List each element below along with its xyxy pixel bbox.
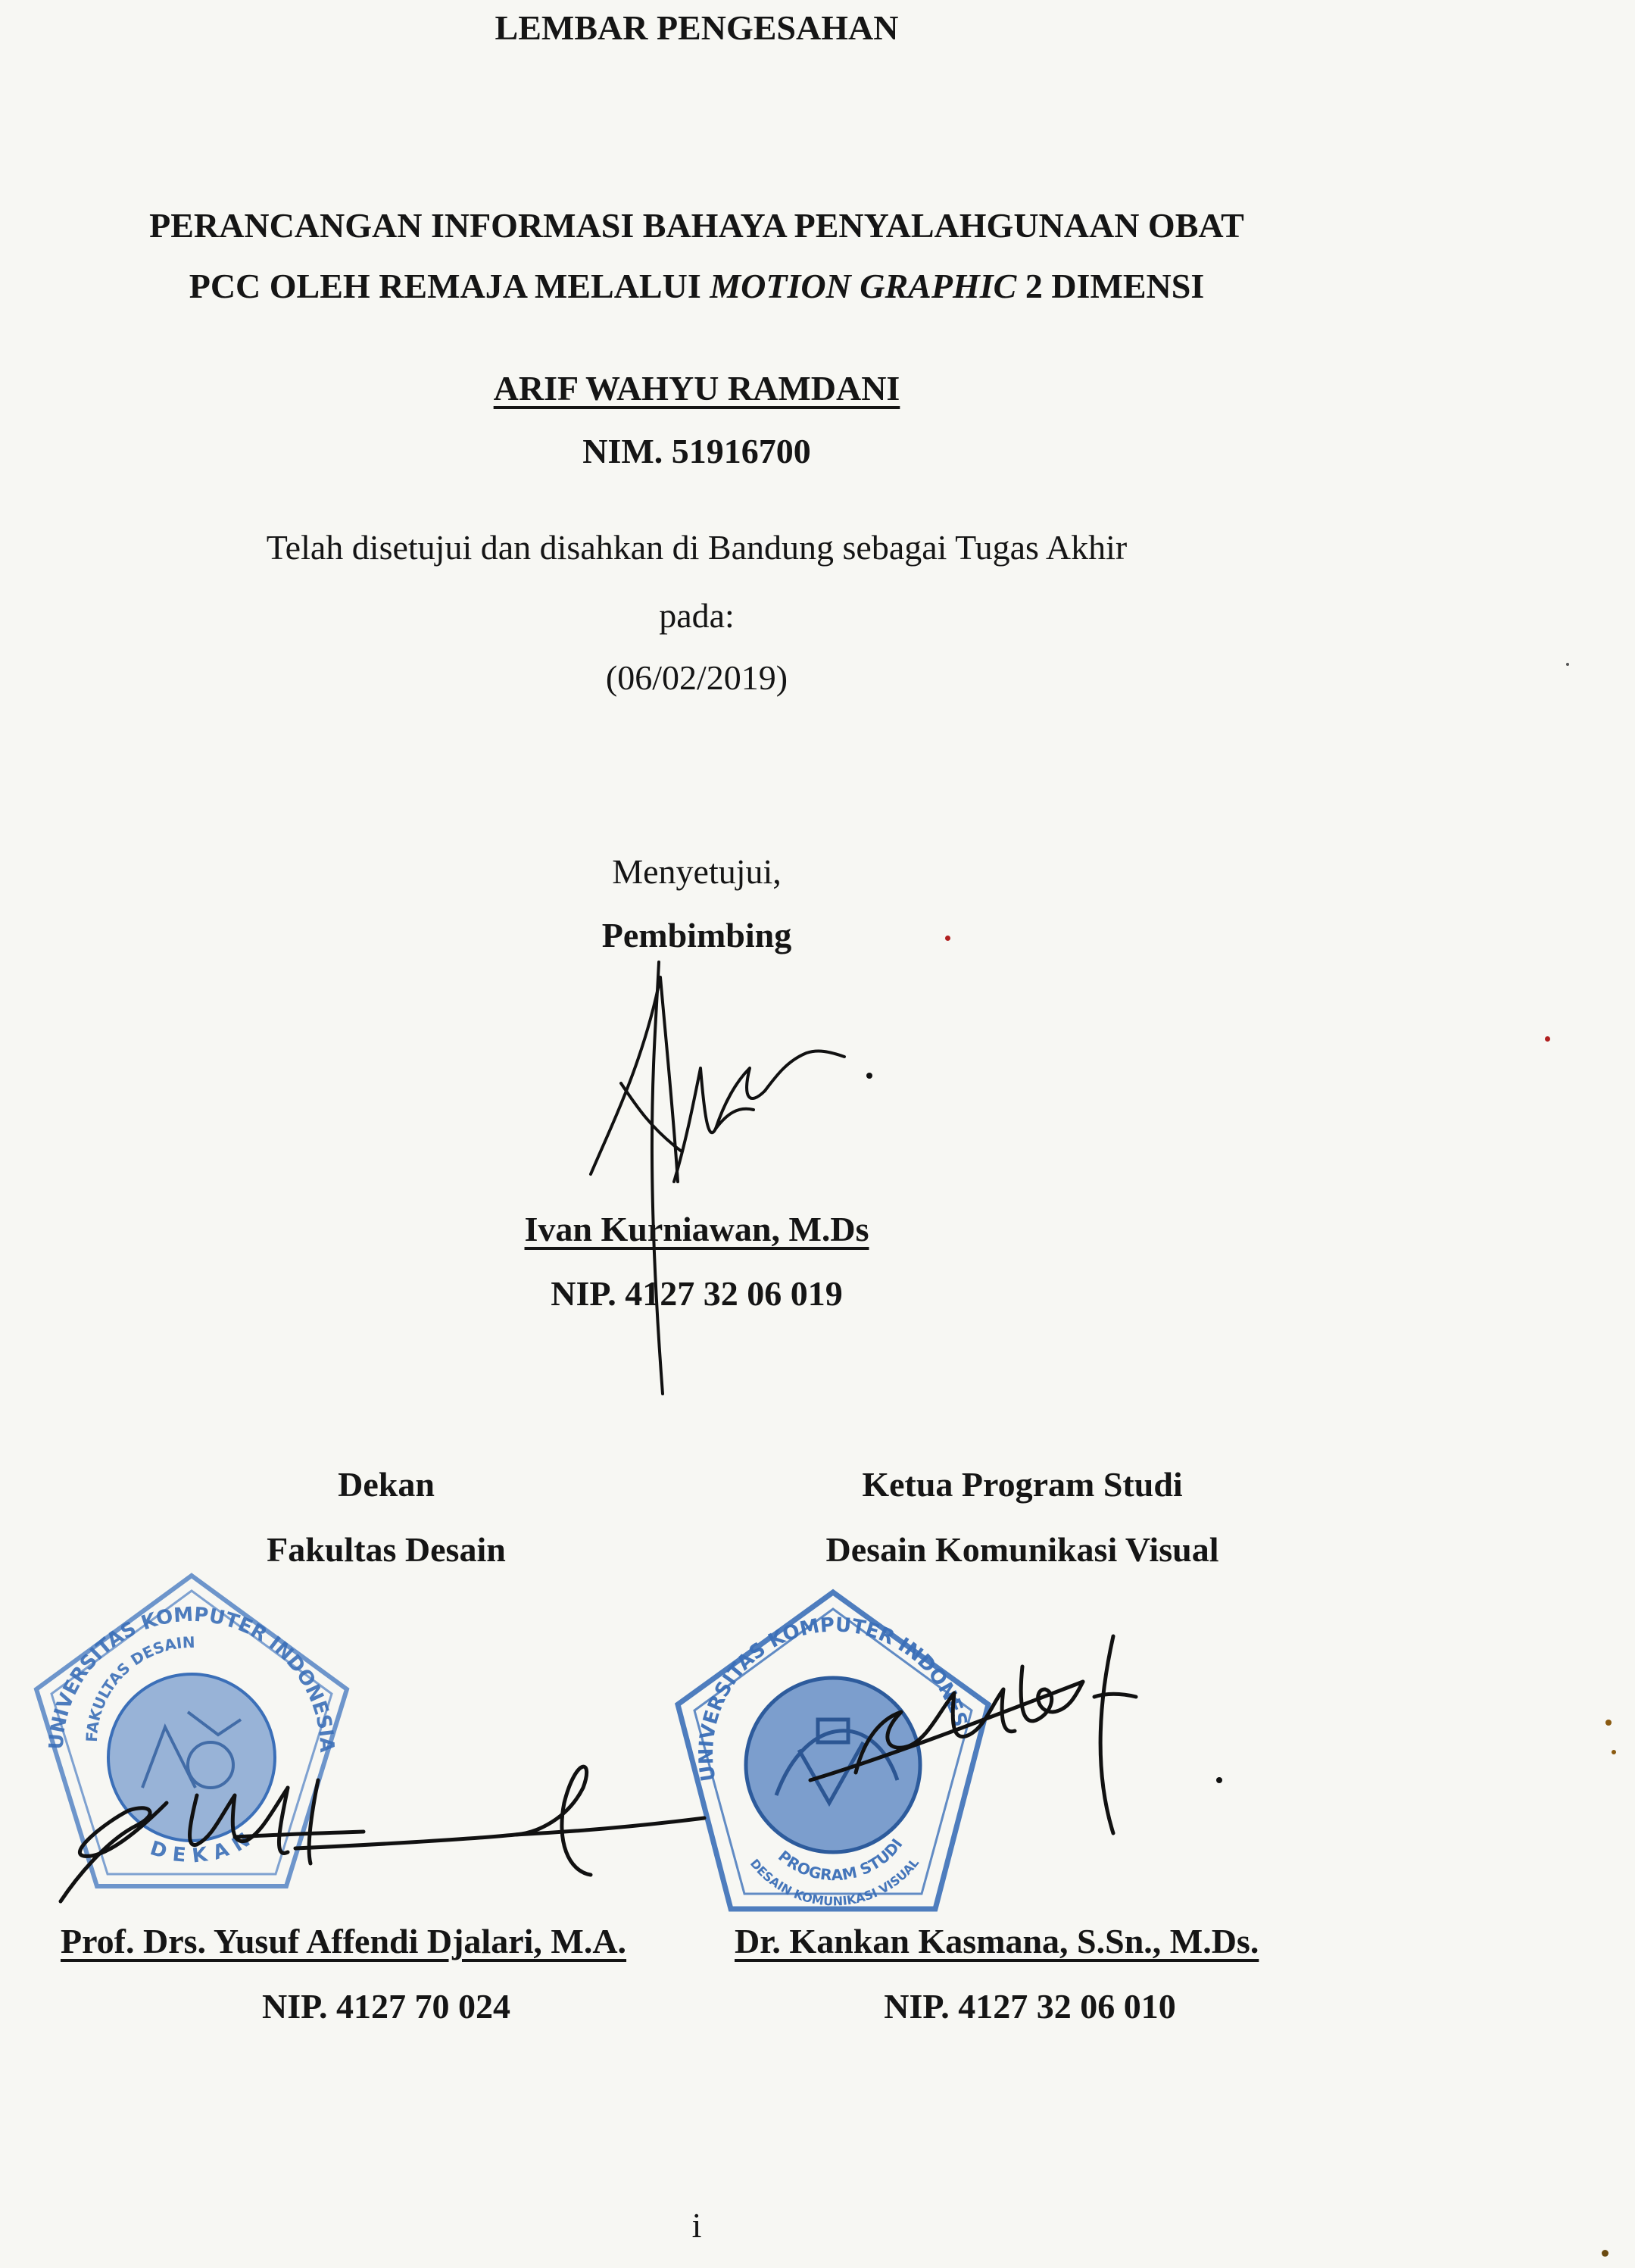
title-line2-part2: 2 DIMENSI [1016,267,1205,305]
dean-title: Dekan [338,1465,435,1504]
program-head-name: Dr. Kankan Kasmana, S.Sn., M.Ds. [735,1922,1259,1960]
dean-stamp-text-inner: FAKULTAS DESAIN [82,1632,195,1743]
dean-stamp-text-bottom: DEKAN [147,1824,261,1868]
paper-speck [945,936,950,941]
page-number: i [691,2206,702,2245]
advisor-role: Pembimbing [601,916,792,954]
program-head-stamp-text-bottom2: DESAIN KOMUNIKASI VISUAL [747,1855,922,1909]
paper-speck [1612,1750,1616,1754]
dean-stamp-text-outer: UNIVERSITAS KOMPUTER INDONESIA [45,1603,339,1754]
program-head-nip: NIP. 4127 32 06 010 [884,1987,1176,2026]
paper-speck [1602,2250,1608,2257]
paper-speck [1566,663,1569,666]
thesis-title-line2 [0,269,1393,304]
title-line2-italic: MOTION GRAPHIC [710,267,1017,305]
dean-faculty: Fakultas Desain [267,1530,506,1569]
paper-speck [1605,1720,1612,1726]
program-head-stamp-text-outer: UNIVERSITAS KOMPUTER INDONESIA [647,1558,972,1783]
title-line2-part1: PCC OLEH REMAJA MELALUI [189,267,710,305]
paper-speck [1545,1036,1550,1042]
advisor-signature [560,954,909,1409]
program-head-program: Desain Komunikasi Visual [825,1530,1219,1569]
student-name: ARIF WAHYU RAMDANI [493,369,900,408]
approval-date: (06/02/2019) [605,658,788,697]
student-nim: NIM. 51916700 [582,432,811,470]
page-heading: LEMBAR PENGESAHAN [495,8,899,47]
dean-signature [45,1712,727,1909]
advisor-nip: NIP. 4127 32 06 019 [551,1274,843,1313]
program-head-signature [795,1621,1265,1848]
thesis-title-line1: PERANCANGAN INFORMASI BAHAYA PENYALAHGUNAAN OBAT [149,206,1244,245]
approval-statement: Telah disetujui dan disahkan di Bandung sebagai Tugas Akhir [266,528,1128,567]
advisor-name: Ivan Kurniawan, M.Ds [524,1210,869,1248]
program-head-title: Ketua Program Studi [862,1465,1183,1504]
approve-label: Menyetujui, [612,852,782,891]
program-head-stamp-text-bottom1: PROGRAM STUDI [775,1835,906,1885]
approval-on-label: pada: [659,596,735,635]
dean-name: Prof. Drs. Yusuf Affendi Djalari, M.A. [61,1922,627,1960]
dean-nip: NIP. 4127 70 024 [262,1987,510,2026]
